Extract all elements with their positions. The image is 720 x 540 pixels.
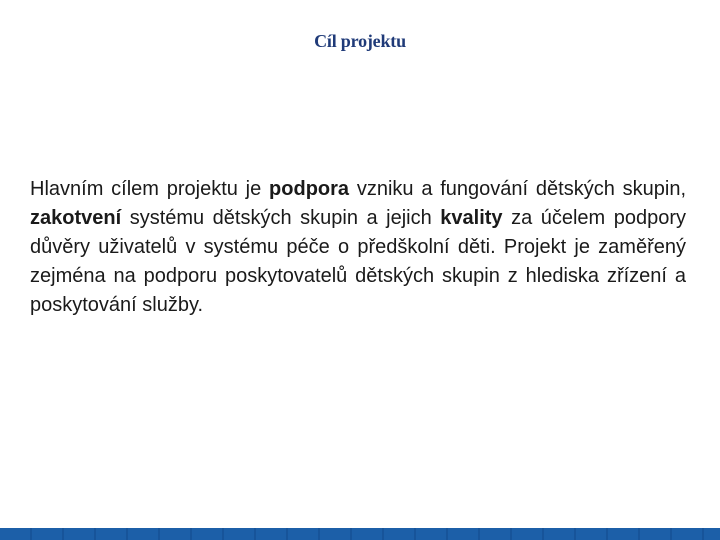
- text-segment: systému dětských skupin a jejich: [121, 207, 441, 229]
- bold-term-zakotveni: zakotvení: [30, 207, 122, 229]
- text-segment: Hlavním cílem projektu je: [30, 178, 270, 200]
- slide-title: Cíl projektu: [314, 31, 406, 51]
- text-segment: za účelem podpory důvěry uživatelů v systému péče o předškolní děti. Projekt je zaměřený zejména na podporu poskytovatelů dětských skupin z hlediska zřízení a poskytování služby.: [30, 207, 686, 316]
- body-paragraph: [30, 175, 686, 320]
- footer-bar: [0, 528, 720, 540]
- text-segment: vzniku a fungování dětských skupin,: [349, 178, 686, 200]
- bold-term-kvality: kvality: [440, 207, 503, 229]
- bold-term-podpora: podpora: [269, 178, 350, 200]
